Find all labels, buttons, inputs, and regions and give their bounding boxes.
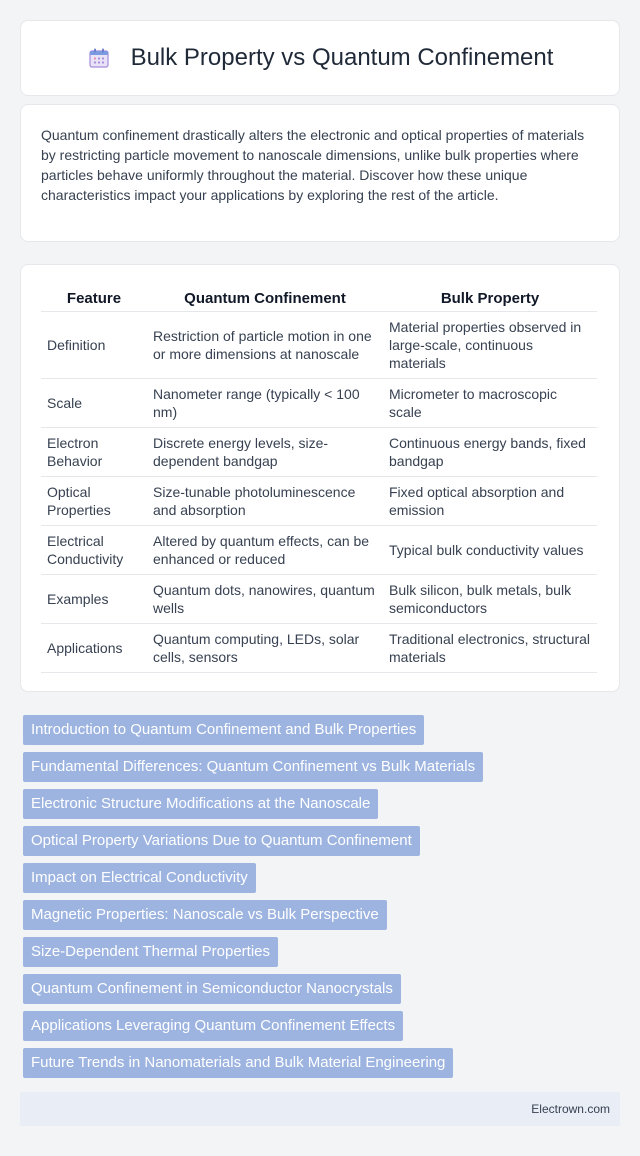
page-title: Bulk Property vs Quantum Confinement xyxy=(130,44,554,71)
table-row xyxy=(41,312,597,379)
cell-quantum: Quantum dots, nanowires, quantum wells xyxy=(147,575,383,624)
intro-card xyxy=(20,104,620,242)
header-bulk-property: Bulk Property xyxy=(383,285,597,312)
footer-site-name: Electrown.com xyxy=(531,1102,610,1116)
topic-link[interactable]: Magnetic Properties: Nanoscale vs Bulk Perspective xyxy=(23,900,387,930)
cell-bulk: Micrometer to macroscopic scale xyxy=(383,379,597,428)
comparison-table xyxy=(41,285,597,673)
topic-link[interactable]: Quantum Confinement in Semiconductor Nanocrystals xyxy=(23,974,401,1004)
cell-bulk: Continuous energy bands, fixed bandgap xyxy=(383,428,597,477)
topic-list xyxy=(23,715,623,1085)
cell-quantum: Discrete energy levels, size-dependent bandgap xyxy=(147,428,383,477)
table-row xyxy=(41,575,597,624)
cell-bulk: Material properties observed in large-scale, continuous materials xyxy=(383,312,597,379)
header-card xyxy=(20,20,620,96)
table-row xyxy=(41,379,597,428)
topic-link[interactable]: Electronic Structure Modifications at the Nanoscale xyxy=(23,789,378,819)
topic-link[interactable]: Future Trends in Nanomaterials and Bulk Material Engineering xyxy=(23,1048,453,1078)
topic-link[interactable]: Applications Leveraging Quantum Confinement Effects xyxy=(23,1011,403,1041)
cell-bulk: Fixed optical absorption and emission xyxy=(383,477,597,526)
cell-quantum: Restriction of particle motion in one or more dimensions at nanoscale xyxy=(147,312,383,379)
cell-feature: Applications xyxy=(41,624,147,673)
topic-link[interactable]: Impact on Electrical Conductivity xyxy=(23,863,256,893)
cell-quantum: Nanometer range (typically < 100 nm) xyxy=(147,379,383,428)
table-header-row xyxy=(41,285,597,312)
table-row xyxy=(41,477,597,526)
calendar-icon xyxy=(87,46,111,70)
cell-feature: Definition xyxy=(41,312,147,379)
cell-feature: Scale xyxy=(41,379,147,428)
header-feature: Feature xyxy=(41,285,147,312)
topic-link[interactable]: Introduction to Quantum Confinement and Bulk Properties xyxy=(23,715,424,745)
cell-quantum: Size-tunable photoluminescence and absorption xyxy=(147,477,383,526)
table-row xyxy=(41,428,597,477)
cell-quantum: Quantum computing, LEDs, solar cells, sensors xyxy=(147,624,383,673)
cell-quantum: Altered by quantum effects, can be enhanced or reduced xyxy=(147,526,383,575)
topic-link[interactable]: Fundamental Differences: Quantum Confinement vs Bulk Materials xyxy=(23,752,483,782)
cell-bulk: Traditional electronics, structural materials xyxy=(383,624,597,673)
cell-bulk: Bulk silicon, bulk metals, bulk semiconductors xyxy=(383,575,597,624)
cell-feature: Examples xyxy=(41,575,147,624)
footer xyxy=(20,1092,620,1126)
cell-bulk: Typical bulk conductivity values xyxy=(383,526,597,575)
topic-link[interactable]: Size-Dependent Thermal Properties xyxy=(23,937,278,967)
cell-feature: Optical Properties xyxy=(41,477,147,526)
header-quantum-confinement: Quantum Confinement xyxy=(147,285,383,312)
table-row xyxy=(41,526,597,575)
topic-link[interactable]: Optical Property Variations Due to Quantum Confinement xyxy=(23,826,420,856)
comparison-table-card xyxy=(20,264,620,692)
cell-feature: Electron Behavior xyxy=(41,428,147,477)
intro-text: Quantum confinement drastically alters the electronic and optical properties of materials by restricting particle movement to nanoscale dimensions, unlike bulk properties where particles behave uniformly throughout the material. Discover how these unique characteristics impact your applications by exploring the rest of the article. xyxy=(41,127,585,203)
table-row xyxy=(41,624,597,673)
cell-feature: Electrical Conductivity xyxy=(41,526,147,575)
